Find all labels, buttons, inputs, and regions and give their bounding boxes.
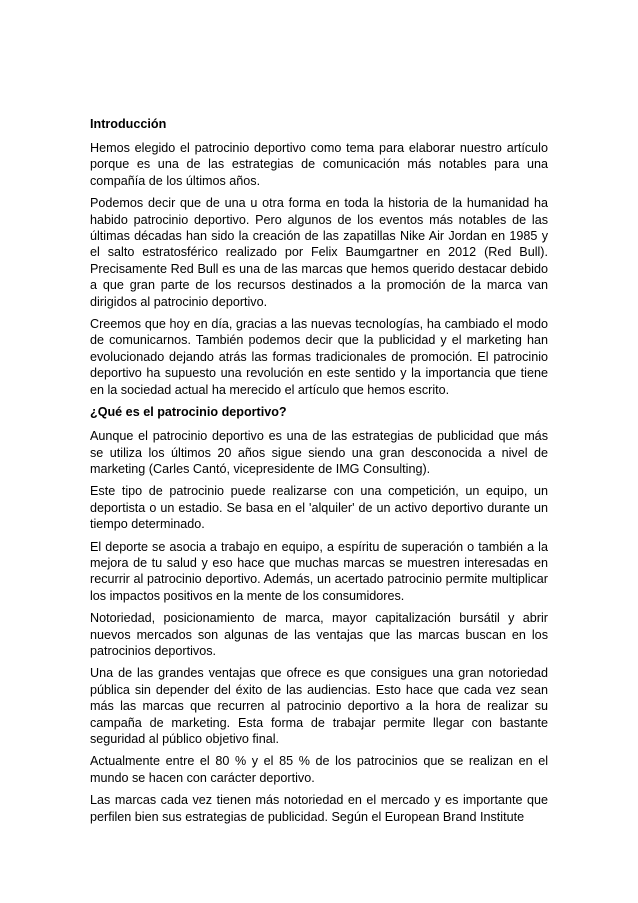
paragraph: Aunque el patrocinio deportivo es una de las estrategias de publicidad que más se utiliza los últimos 20 años sigue siendo una gran desconocida a nivel de marketing (Carles Cantó, vicepresidente de IMG Consulting). — [90, 429, 548, 476]
section-heading-introduccion: Introducción — [90, 117, 167, 131]
document-page — [90, 116, 548, 831]
paragraph: Notoriedad, posicionamiento de marca, mayor capitalización bursátil y abrir nuevos mercados son algunas de las ventajas que las marcas buscan en los patrocinios deportivos. — [90, 611, 548, 658]
paragraph: Podemos decir que de una u otra forma en toda la historia de la humanidad ha habido patrocinio deportivo. Pero algunos de los eventos más notables de las últimas décadas han sido la creación de las zapatillas Nike Air Jordan en 1985 y el salto estratosférico realizado por Felix Baumgartner en 2012 (Red Bull). Precisamente Red Bull es una de las marcas que hemos querido destacar debido a que gran parte de los recursos destinados a la promoción de la marca van dirigidos al patrocinio deportivo. — [90, 196, 548, 309]
paragraph: Actualmente entre el 80 % y el 85 % de los patrocinios que se realizan en el mundo se hacen con carácter deportivo. — [90, 754, 548, 785]
paragraph: Este tipo de patrocinio puede realizarse con una competición, un equipo, un deportista o un estadio. Se basa en el 'alquiler' de un activo deportivo durante un tiempo determinado. — [90, 484, 548, 532]
paragraph: El deporte se asocia a trabajo en equipo, a espíritu de superación o también a la mejora de tu salud y eso hace que muchas marcas se muestren interesadas en recurrir al patrocinio deportivo. Además, un acertado patrocinio permite multiplicar los impactos positivos en la mente de los consumidores. — [90, 539, 548, 603]
section-heading-que-es: ¿Qué es el patrocinio deportivo? — [90, 405, 287, 420]
paragraph: Las marcas cada vez tienen más notoriedad en el mercado y es importante que perfilen bien sus estrategias de publicidad. Según el European Brand Institute — [90, 793, 548, 824]
paragraph: Una de las grandes ventajas que ofrece es que consigues una gran notoriedad pública sin depender del éxito de las audiencias. Esto hace que cada vez sean más las marcas que recurren al patrocinio deportivo a la hora de realizar su campaña de marketing. Esta forma de trabajar permite llegar con bastante seguridad al público objetivo final. — [90, 666, 548, 746]
paragraph: Creemos que hoy en día, gracias a las nuevas tecnologías, ha cambiado el modo de comunicarnos. También podemos decir que la publicidad y el marketing han evolucionado dejando atrás las formas tradicionales de promoción. El patrocinio deportivo ha supuesto una revolución en este sentido y la importancia que tiene en la sociedad actual ha merecido el artículo que hemos escrito. — [90, 317, 548, 397]
paragraph: Hemos elegido el patrocinio deportivo como tema para elaborar nuestro artículo porque es una de las estrategias de comunicación más notables para una compañía de los últimos años. — [90, 141, 548, 188]
